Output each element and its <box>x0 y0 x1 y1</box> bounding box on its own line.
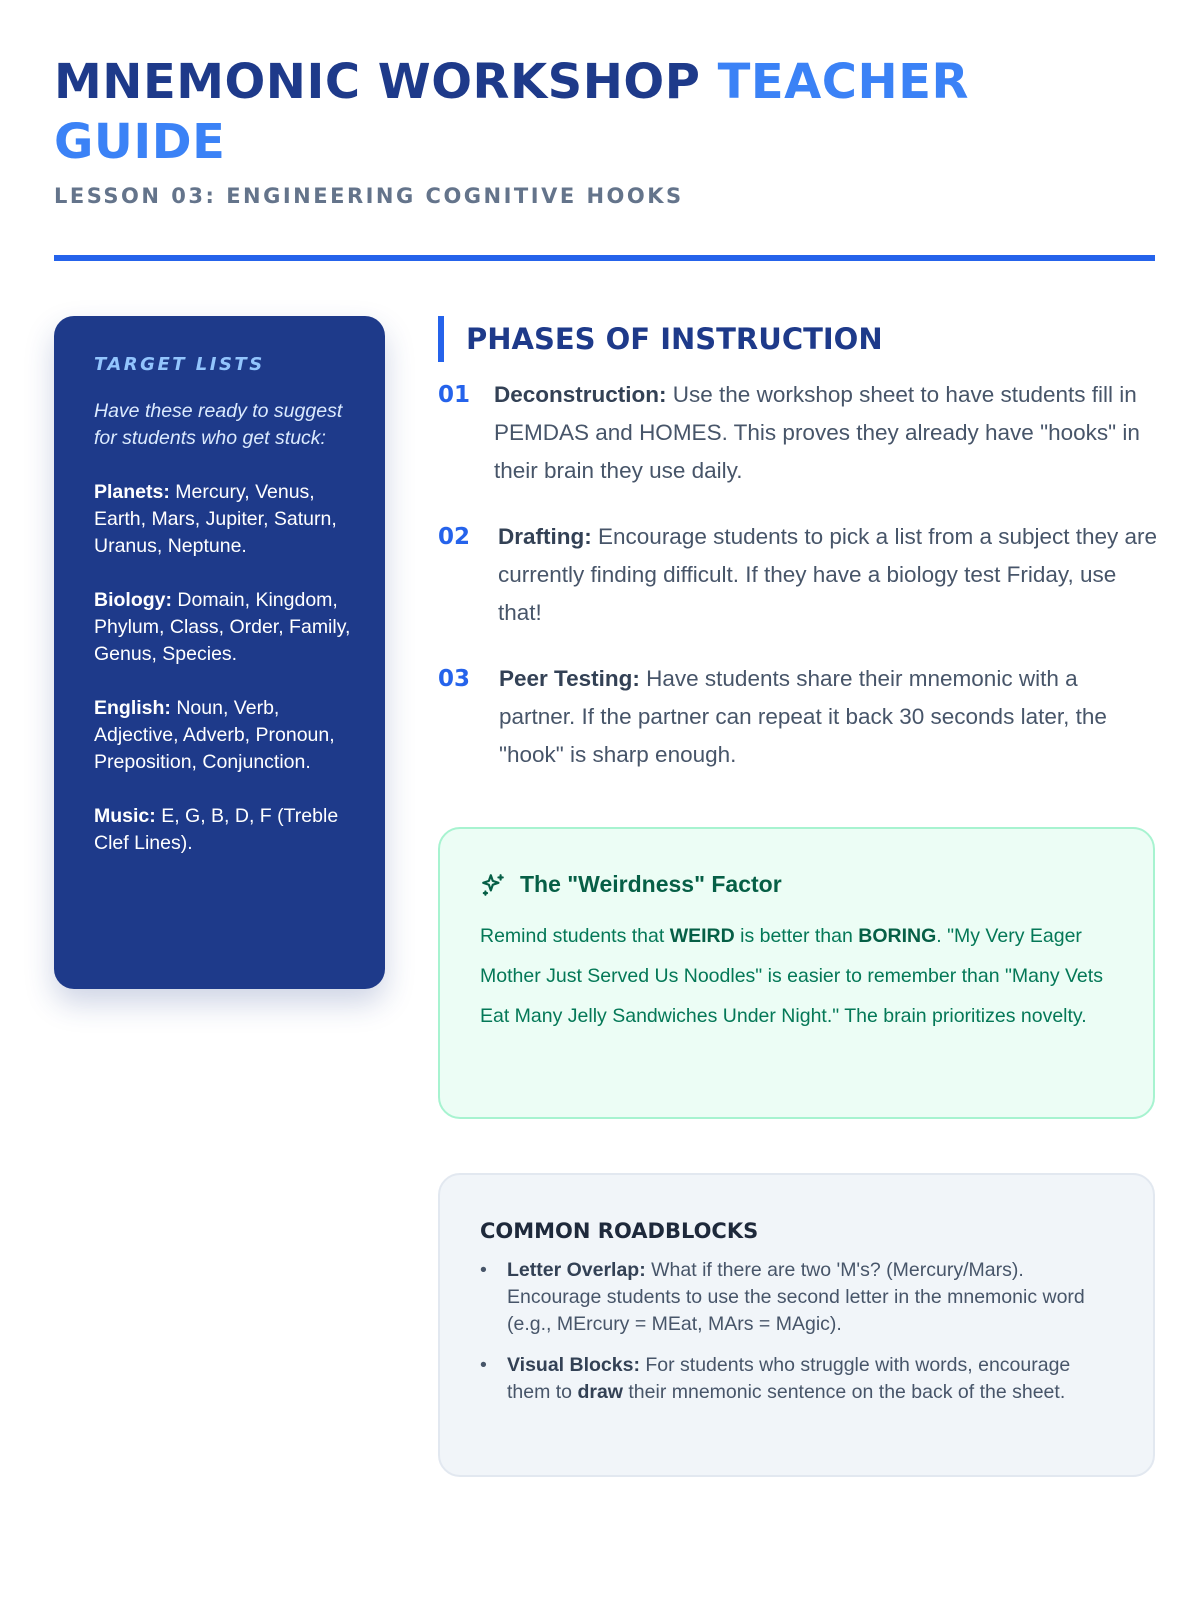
sidebar-item-label: Planets: <box>94 481 170 503</box>
sidebar-item-music <box>94 803 355 857</box>
page-subtitle: LESSON 03: ENGINEERING COGNITIVE HOOKS <box>54 184 684 208</box>
phase-description: Have students share their mnemonic with a partner. If the partner can repeat it back 30 seconds later, the "hook" is sharp enough. <box>499 666 1107 767</box>
roadblocks-title: COMMON ROADBLOCKS <box>480 1219 759 1243</box>
phase-description: Encourage students to pick a list from a subject they are currently finding difficult. If they have a biology test Friday, use that! <box>498 524 1158 625</box>
sidebar-item-english <box>94 695 355 776</box>
phases-heading: PHASES OF INSTRUCTION <box>438 316 883 362</box>
title-main: MNEMONIC WORKSHOP <box>54 54 701 110</box>
sidebar-item-text: E, G, B, D, F (Treble Clef Lines). <box>94 805 339 854</box>
callout-emphasis-weird: WEIRD <box>669 925 735 947</box>
sidebar-heading: TARGET LISTS <box>94 354 265 375</box>
roadblock-label: Visual Blocks: <box>507 1354 640 1376</box>
roadblock-text: For students who struggle with words, encourage them to <box>507 1354 1071 1403</box>
roadblock-emphasis: draw <box>577 1381 623 1403</box>
roadblock-label: Letter Overlap: <box>507 1259 646 1281</box>
sidebar-item-label: English: <box>94 697 171 719</box>
phase-label: Deconstruction: <box>494 382 667 407</box>
title-accent-guide: GUIDE <box>54 114 226 170</box>
phase-text <box>499 660 1158 774</box>
sidebar-item-text: Domain, Kingdom, Phylum, Class, Order, Family, Genus, Species. <box>94 589 351 665</box>
callout-body-text: . "My Very Eager Mother Just Served Us Noodles" is easier to remember than "Many Vets Eat Many Jelly Sandwiches Under Night." The brain prioritizes novelty. <box>480 925 1103 1027</box>
sidebar-intro: Have these ready to suggest for students who get stuck: <box>94 400 343 449</box>
target-lists-sidebar <box>54 316 385 989</box>
phase-number: 02 <box>438 524 471 550</box>
title-accent-teacher: TEACHER <box>717 54 969 110</box>
phase-description: Use the workshop sheet to have students fill in PEMDAS and HOMES. This proves they already have "hooks" in their brain they use daily. <box>494 382 1140 483</box>
page-title <box>54 52 1154 172</box>
sparkles-icon <box>480 872 506 898</box>
phase-number: 01 <box>438 382 471 408</box>
sidebar-item-label: Biology: <box>94 589 172 611</box>
header-divider <box>54 255 1155 261</box>
list-item <box>480 1257 1113 1338</box>
roadblock-text: their mnemonic sentence on the back of the sheet. <box>622 1381 1066 1403</box>
common-roadblocks-box <box>438 1173 1155 1477</box>
phase-item-drafting <box>438 518 1158 632</box>
sidebar-item-planets <box>94 479 355 560</box>
callout-body-text: is better than <box>734 925 859 947</box>
callout-title <box>480 871 1113 898</box>
roadblocks-list <box>480 1257 1113 1406</box>
sidebar-item-text: Noun, Verb, Adjective, Adverb, Pronoun, Preposition, Conjunction. <box>94 697 335 773</box>
callout-body-text: Remind students that <box>480 925 670 947</box>
page-header <box>54 52 1154 208</box>
phase-item-deconstruction <box>438 376 1158 490</box>
phase-label: Drafting: <box>498 524 592 549</box>
callout-title-text: The "Weirdness" Factor <box>520 871 782 897</box>
phase-text <box>494 376 1158 490</box>
sidebar-item-label: Music: <box>94 805 156 827</box>
callout-body <box>480 916 1113 1036</box>
sidebar-item-biology <box>94 587 355 668</box>
callout-emphasis-boring: BORING <box>858 925 937 947</box>
list-item <box>480 1352 1113 1406</box>
phase-number: 03 <box>438 666 471 692</box>
phase-item-peer-testing <box>438 660 1158 774</box>
weirdness-factor-callout <box>438 827 1155 1119</box>
roadblock-text: What if there are two 'M's? (Mercury/Mars). Encourage students to use the second letter in the mnemonic word (e.g., MErcury = MEat, MArs = MAgic). <box>507 1259 1085 1335</box>
phase-text <box>498 518 1158 632</box>
phase-label: Peer Testing: <box>499 666 640 691</box>
sidebar-item-text: Mercury, Venus, Earth, Mars, Jupiter, Saturn, Uranus, Neptune. <box>94 481 337 557</box>
